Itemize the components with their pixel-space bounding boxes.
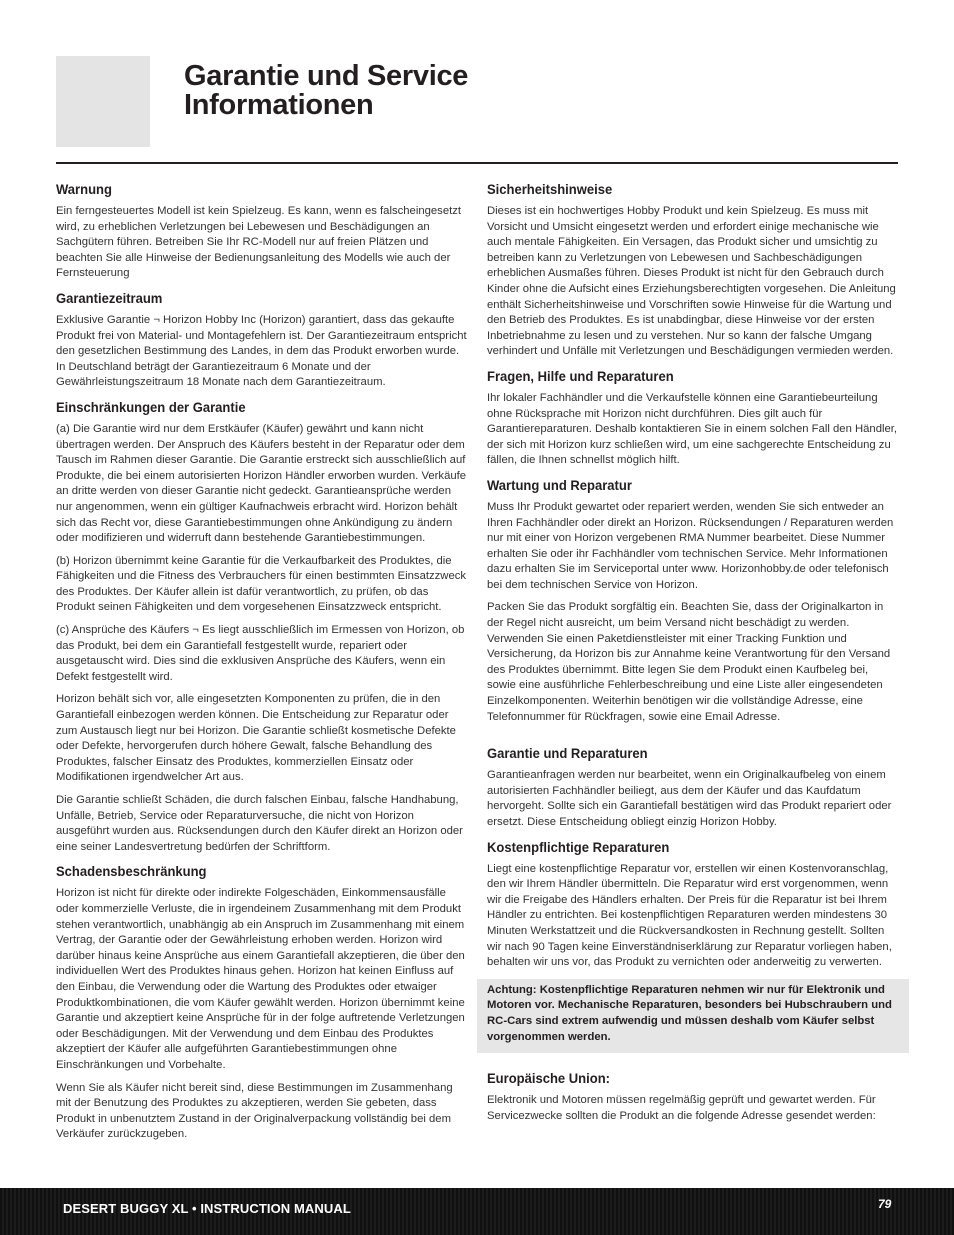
page-number: 79	[878, 1197, 892, 1211]
page-title	[184, 62, 468, 120]
header-grey-box	[56, 56, 150, 147]
einschraenkungen-text-a: (a) Die Garantie wird nur dem Erstkäufer (Käufer) gewährt und kann nicht übertragen werden. Der Anspruch des Käufers besteht in der Reparatur oder dem Tausch im Rahmen dieser Garantie. Die Garantie erstreckt sich ausschließlich auf Produkte, die bei einem autorisierten Horizon Händler erworben wurden. Verkäufe an dritte werden von dieser Garantie nicht gedeckt. Garantieansprüche werden nur angenommen, wenn ein gültiger Kaufnachweis erbracht wird. Horizon behält sich das Recht vor, diese Garantiebestimmungen ohne Ankündigung zu ändern oder modifizieren und widerruft dann bestehende Garantiebestimmungen.	[56, 422, 467, 545]
page-title-line1: Garantie und Service	[184, 60, 469, 92]
wartung-text-a: Muss Ihr Produkt gewartet oder repariert werden, wenden Sie sich entweder an Ihren Fachhändler oder direkt an Horizon. Rücksendungen / Reparaturen werden nur mit einer von Horizon vergebenen RMA Nummer bearbeitet. Diese Nummer erhalten Sie oder ihr Fachhändler vom technischen Service. Mehr Informationen dazu erhalten Sie im Serviceportal unter www. Horizonhobby.de oder telefonisch bei dem technischen Service von Horizon.	[487, 500, 894, 591]
garantiezeitraum-text: Exklusive Garantie ¬ Horizon Hobby Inc (Horizon) garantiert, dass das gekaufte Produkt frei von Material- und Montagefehlern ist. Der Garantiezeitraum entspricht den gesetzlichen Bestimmung des Landes, in dem das Produkt erworben wurde. In Deutschland beträgt der Garantiezeitraum 6 Monate und der Gewährleistungszeitraum 18 Monate nach dem Garantiezeitraum.	[56, 313, 467, 389]
sicherheit-text: Dieses ist ein hochwertiges Hobby Produkt und kein Spielzeug. Es muss mit Vorsicht und Umsicht eingesetzt werden und erfordert einige mechanische wie auch mentale Fähigkeiten. Ein Versagen, das Produkt sicher und umsichtig zu betreiben kann zu Verletzungen von Lebewesen und Sachbeschädigungen erheblichen Ausmaßes führen. Dieses Produkt ist nicht für den Gebrauch durch Kinder ohne die Aufsicht eines Erziehungsberechtigten vorgesehen. Die Anleitung enthält Sicherheitshinweise und Vorschriften sowie Hinweise für die Wartung und den Betrieb des Produktes. Es ist unabdingbar, diese Hinweise vor der ersten Inbetriebnahme zu lesen und zu verstehen. Nur so kann der falsche Umgang verhindert und Unfälle mit Verletzungen und Beschädigungen vermieden werden.	[487, 205, 896, 358]
section-heading-fragen: Fragen, Hilfe und Reparaturen	[487, 367, 674, 384]
section-heading-kosten: Kostenpflichtige Reparaturen	[487, 838, 670, 855]
kosten-text: Liegt eine kostenpflichtige Reparatur vor, erstellen wir einen Kostenvoranschlag, den wir Ihrem Händler übermitteln. Die Reparatur wird erst vorgenommen, wenn wir die Freigabe des Händlers erhalten. Der Preis für die Reparatur ist bei Ihrem Händler zu entrichten. Bei kostenpflichtigen Reparaturen werden mindestens 30 Minuten Werkstattzeit und die Rückversandkosten in Rechnung gestellt. Sollten wir nach 90 Tagen keine Einverständniserklärung zur Reparatur vorliegen haben, behalten wir uns vor, das Produkt zu vernichten oder anderweitig zu verwerten.	[487, 862, 892, 969]
einschraenkungen-text-b: (b) Horizon übernimmt keine Garantie für die Verkaufbarkeit des Produktes, die Fähigkeiten und die Fitness des Verbrauchers für einen bestimmten Einsatzzweck des Produktes. Der Käufer allein ist dafür verantwortlich, zu prüfen, ob das Produkt seinen Fähigkeiten und dem vorgesehenen Einsatzzweck entspricht.	[56, 554, 467, 614]
schadensbeschraenkung-text-a: Horizon ist nicht für direkte oder indirekte Folgeschäden, Einkommensausfälle oder kommerzielle Verluste, die in irgendeinem Zusammenhang mit dem Produkt stehen verantwortlich, unabhängig ab ein Anspruch im Zusammenhang mit einem Vertrag, der Garantie oder der Gewährleistung erhoben werden. Horizon wird darüber hinaus keine Ansprüche aus einem Garantiefall akzeptieren, die über den individuellen Wert des Produktes hinaus gehen. Horizon hat keinen Einfluss auf den Einbau, die Verwendung oder die Wartung des Produktes oder etwaiger Produktkombinationen, die vom Käufer gewählt werden. Horizon übernimmt keine Garantie und akzeptiert keine Ansprüche für in der folge auftretende Verletzungen oder Beschädigungen. Mit der Verwendung und dem Einbau des Produktes akzeptiert der Käufer alle aufgeführten Garantiebestimmungen ohne Einschränkungen und Vorbehalte.	[56, 887, 465, 1071]
section-heading-garantie-reparaturen: Garantie und Reparaturen	[487, 745, 648, 762]
section-heading-einschraenkungen: Einschränkungen der Garantie	[56, 398, 246, 415]
achtung-text: Achtung: Kostenpflichtige Reparaturen nehmen wir nur für Elektronik und Motoren vor. Mechanische Reparaturen, besonders bei Hubschraubern und RC-Cars sind extrem aufwendig und müssen deshalb vom Käufer selbst vorgenommen werden.	[487, 983, 892, 1043]
einschraenkungen-text-c: (c) Ansprüche des Käufers ¬ Es liegt ausschließlich im Ermessen von Horizon, ob das Produkt, bei dem ein Garantiefall festgestellt wurde, repariert oder ausgetauscht wird. Dies sind die exklusiven Ansprüche des Käufers, wenn ein Defekt festgestellt wird.	[56, 624, 465, 683]
warnung-text: Ein ferngesteuertes Modell ist kein Spielzeug. Es kann, wenn es falscheingesetzt wird, zu erheblichen Verletzungen bei Lebewesen und Beschädigungen an Sachgütern führen. Betreiben Sie Ihr RC-Modell nur auf freien Plätzen und beachten Sie alle Hinweise der Bedienungsanleitung des Modells wie auch der Fernsteuerung	[56, 205, 462, 280]
section-heading-sicherheit: Sicherheitshinweise	[487, 181, 613, 197]
right-column	[487, 180, 899, 1131]
left-column	[56, 180, 468, 1150]
einschraenkungen-text-e: Die Garantie schließt Schäden, die durch falschen Einbau, falsche Handhabung, Unfälle, Betrieb, Service oder Reparaturversuche, die nicht von Horizon ausgeführt wurden aus. Rücksendungen durch den Käufer direkt an Horizon oder eine seiner Landesvertretung bedürfen der Schriftform.	[56, 794, 463, 853]
spacer	[487, 732, 899, 744]
section-heading-wartung: Wartung und Reparatur	[487, 476, 632, 493]
eu-text: Elektronik und Motoren müssen regelmäßig geprüft und gewartet werden. Für Servicezwecke sollten die Produkt an die folgende Adresse gesendet werden:	[487, 1094, 876, 1122]
header-rule	[56, 162, 898, 164]
spacer	[487, 1061, 899, 1069]
garantie-reparaturen-text: Garantieanfragen werden nur bearbeitet, wenn ein Originalkaufbeleg von einem autorisierten Fachhändler beiliegt, aus dem der Käufer und das Kaufdatum hervorgeht. Sollte sich ein Garantiefall bestätigen wird das Produkt repariert oder ersetzt. Diese Entscheidung obliegt einzig Horizon Hobby.	[487, 769, 892, 828]
achtung-callout	[477, 979, 909, 1053]
section-heading-garantiezeitraum: Garantiezeitraum	[56, 289, 163, 306]
section-heading-eu: Europäische Union:	[487, 1070, 610, 1087]
page-title-line2: Informationen	[184, 89, 374, 121]
schadensbeschraenkung-text-b: Wenn Sie als Käufer nicht bereit sind, diese Bestimmungen im Zusammenhang mit der Benutzung des Produktes zu akzeptieren, werden Sie gebeten, dass Produkt in unbenutztem Zustand in der Originalverpackung vollständig bei dem Verkäufer zurückzugeben.	[56, 1081, 453, 1141]
section-heading-warnung: Warnung	[56, 181, 112, 197]
fragen-text: Ihr lokaler Fachhändler und die Verkaufstelle können eine Garantiebeurteilung ohne Rücksprache mit Horizon nicht durchführen. Dies gilt auch für Garantiereparaturen. Deshalb kontaktieren Sie in einem solchen Fall den Händler, der sich mit Horizon kurz schließen wird, um eine sachgerechte Entscheidung zu fällen, die Ihnen schnellst möglich hilft.	[487, 391, 898, 467]
section-heading-schadensbeschraenkung: Schadensbeschränkung	[56, 863, 207, 880]
einschraenkungen-text-d: Horizon behält sich vor, alle eingesetzten Komponenten zu prüfen, die in den Garantiefall einbezogen werden können. Die Entscheidung zur Reparatur oder zum Austausch liegt nur bei Horizon. Die Garantie schließt kosmetische Defekte oder Defekte, hervorgerufen durch höhere Gewalt, falsche Behandlung des Produktes, falscher Einsatz des Produktes, kommerziellen Einsatz oder Modifikationen irgendwelcher Art aus.	[56, 693, 456, 784]
footer-title: DESERT BUGGY XL • INSTRUCTION MANUAL	[63, 1201, 351, 1216]
wartung-text-b: Packen Sie das Produkt sorgfältig ein. Beachten Sie, dass der Originalkarton in der Regel nicht ausreicht, um beim Versand nicht beschädigt zu werden. Verwenden Sie einen Paketdienstleister mit einer Tracking Funktion und Versicherung, da Horizon bis zur Annahme keine Verantwortung für den Versand des Produktes übernimmt. Bitte legen Sie dem Produkt einen Kaufbeleg bei, sowie eine ausführliche Fehlerbeschreibung und eine Liste aller eingesendeten Einzelkomponenten. Weiterhin benötigen wir die vollständige Adresse, eine Telefonnummer für Rückfragen, sowie eine Email Adresse.	[487, 601, 891, 723]
